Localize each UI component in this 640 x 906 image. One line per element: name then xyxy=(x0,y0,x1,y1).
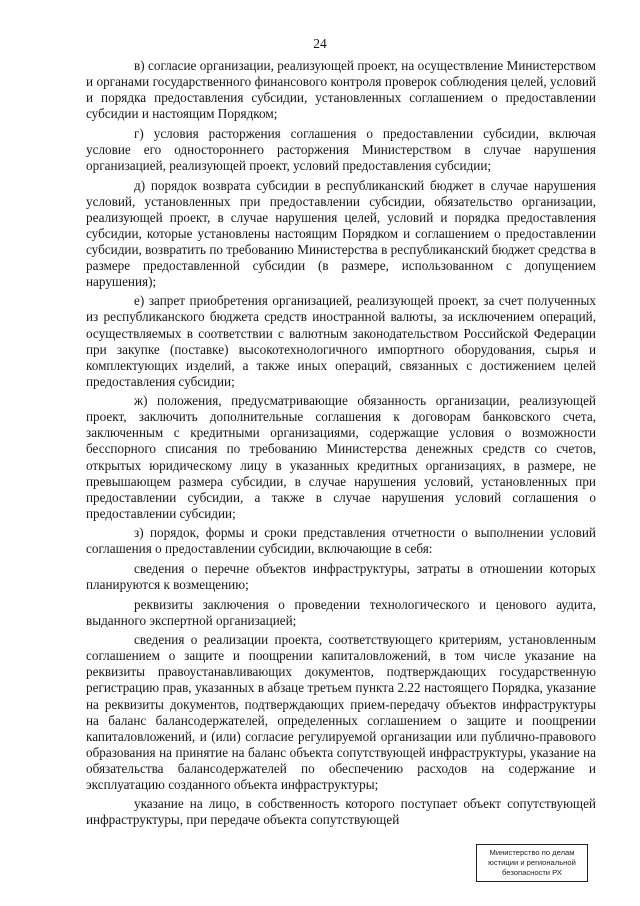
paragraph-audit-details: реквизиты заключения о проведении технологического и ценового аудита, выданного экспертной организацией; xyxy=(86,596,596,628)
page-number: 24 xyxy=(313,36,327,51)
paragraph-infrastructure-list: сведения о перечне объектов инфраструктуры, затраты в отношении которых планируются к возмещению; xyxy=(86,560,596,593)
stamp-line: юстиции и региональной xyxy=(488,858,576,867)
paragraph-owner: указание на лицо, в собственность которого поступает объект сопутствующей инфраструктуры, при передаче объекта сопутствующей xyxy=(86,796,596,828)
paragraph-d: д) порядок возврата субсидии в республиканский бюджет в случае нарушения условий, установленных при предоставлении субсидии, обязательство организации, реализующей проект, в случае нарушения целей, условий и порядка предоставления субсидии, которые установлены настоящим Порядком и соглашением о предоставлении субсидии, возвратить по требованию Министерства в республиканский бюджет средства в размере предоставленной субсидии (в размере, использованном с допущением нарушения); xyxy=(86,177,596,289)
paragraph-e: е) запрет приобретения организацией, реализующей проект, за счет полученных из республиканского бюджета средств иностранной валюты, за исключением операций, осуществляемых в соответствии с валютным законодательством Российской Федерации при закупке (поставке) высокотехнологичного импортного оборудования, сырья и комплектующих изделий, а также иных операций, связанных с достижением целей предоставления субсидии; xyxy=(86,293,596,389)
paragraph-z: з) порядок, формы и сроки представления отчетности о выполнении условий соглашения о предоставлении субсидии, включающие в себя: xyxy=(86,525,596,557)
paragraph-v: в) согласие организации, реализующей проект, на осуществление Министерством и органами государственного финансового контроля проверок соблюдения целей, условий и порядка предоставления субсидии, установленных соглашением о предоставлении субсидии и настоящим Порядком; xyxy=(86,58,596,122)
paragraph-g: г) условия расторжения соглашения о предоставлении субсидии, включая условие его одностороннего расторжения Министерством в случае нарушения организацией, реализующей проект, условий предоставления субсидии; xyxy=(86,125,596,173)
document-body xyxy=(86,58,596,832)
paragraph-project-info: сведения о реализации проекта, соответствующего критериям, установленным соглашением о защите и поощрении капиталовложений, в том числе указание на реквизиты правоустанавливающих документов, подтверждающих государственную регистрацию прав, указанных в абзаце третьем пункта 2.22 настоящего Порядка, указание на реквизиты документов, подтверждающих прием-передачу объектов инфраструктуры на баланс балансодержателей, определенных соглашением о защите и поощрении капиталовложений, и (или) согласие регулируемой организации или публично-правового образования на принятие на баланс объекта сопутствующей инфраструктуры, указание на обязательства балансодержателей по обеспечению расходов на содержание и эксплуатацию созданного объекта инфраструктуры; xyxy=(86,632,596,792)
paragraph-zh: ж) положения, предусматривающие обязанность организации, реализующей проект, заключить дополнительные соглашения к договорам банковского счета, заключенным с кредитными организациями, содержащие условия о возможности бесспорного списания по требованию Министерства денежных средств со счетов, открытых юридическому лицу в указанных кредитных организациях, в размере, не превышающем размера субсидии, в случае нарушения условий, установленных при предоставлении субсидии, а также в случае нарушения условий соглашения о предоставлении субсидии; xyxy=(86,393,596,521)
stamp-line: безопасности РХ xyxy=(502,868,562,877)
ministry-stamp xyxy=(476,844,588,882)
stamp-line: Министерство по делам xyxy=(489,848,575,857)
